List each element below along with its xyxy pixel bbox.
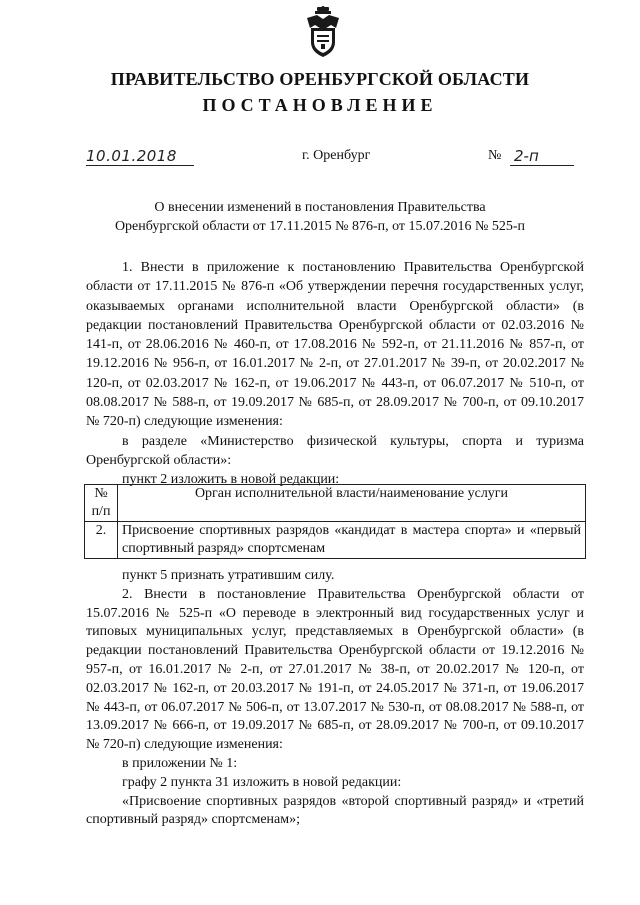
number-label: № xyxy=(488,148,502,163)
document-title xyxy=(80,198,560,236)
title-line-1: О внесении изменений в постановления Правительства xyxy=(154,200,486,215)
organization-name: ПРАВИТЕЛЬСТВО ОРЕНБУРГСКОЙ ОБЛАСТИ xyxy=(110,69,530,89)
table-cell: 2. xyxy=(85,522,118,559)
table-header-cell: Орган исполнительной власти/наименование услуги xyxy=(118,485,586,522)
paragraph: в приложении № 1: xyxy=(122,755,238,771)
services-table xyxy=(84,484,586,559)
paragraph: «Присвоение спортивных разрядов «второй спортивный разряд» и «третий спортивный разряд» спортсменам»; xyxy=(86,793,584,828)
paragraph: 1. Внести в приложение к постановлению Правительства Оренбургской области от 17.11.2015 № 876-п «Об утверждении перечня государственных услуг, оказываемых органами исполнительной власти Оренбургской области» (в редакции постановлений Правительства Оренбургской области от 02.03.2016 № 141-п, от 28.06.2016 № 460-п, от 17.08.2016 № 592-п, от 21.11.2016 № 857-п, от 19.12.2016 № 956-п, от 16.01.2017 № 2-п, от 27.01.2017 № 39-п, от 20.02.2017 № 120-п, от 02.03.2017 № 162-п, от 19.06.2017 № 443-п, от 06.07.2017 № 510-п, от 08.08.2017 № 588-п, от 19.09.2017 № 685-п, от 28.09.2017 № 700-п, от 09.10.2017 № 720-п) следующие изменения: xyxy=(86,260,584,430)
number-underline xyxy=(510,165,574,166)
table-cell: Присвоение спортивных разрядов «кандидат в мастера спорта» и «первый спортивный разряд» спортсменам xyxy=(118,522,586,559)
table-row xyxy=(85,522,586,559)
paragraph: графу 2 пункта 31 изложить в новой редакции: xyxy=(122,774,402,790)
coat-of-arms-icon xyxy=(303,6,343,58)
document-type: ПОСТАНОВЛЕНИЕ xyxy=(202,95,438,115)
section-2 xyxy=(86,567,584,830)
paragraph: в разделе «Министерство физической культуры, спорта и туризма Оренбургской области»: xyxy=(86,433,584,468)
paragraph: 2. Внести в постановление Правительства Оренбургской области от 15.07.2016 № 525-п «О переводе в электронный вид государственных услуг и типовых муниципальных услуг, представляемых в Оренбургской области» (в редакции постановлений Правительства Оренбургской области от 19.12.2016 № 957-п, от 16.01.2017 № 2-п, от 27.01.2017 № 38-п, от 20.02.2017 № 120-п, от 02.03.2017 № 162-п, от 20.03.2017 № 191-п, от 24.05.2017 № 371-п, от 19.06.2017 № 443-п, от 06.07.2017 № 506-п, от 13.07.2017 № 530-п, от 08.08.2017 № 588-п, от 13.09.2017 № 666-п, от 19.09.2017 № 685-п, от 28.09.2017 № 700-п, от 09.10.2017 № 720-п) следующие изменения: xyxy=(86,586,584,753)
table-header-row xyxy=(85,485,586,522)
document-number xyxy=(488,142,588,166)
date-underline xyxy=(86,165,194,166)
paragraph: пункт 5 признать утратившим силу. xyxy=(122,568,335,583)
title-line-2: Оренбургской области от 17.11.2015 № 876-п, от 15.07.2016 № 525-п xyxy=(114,219,526,234)
paragraph: пункт 2 изложить в новой редакции: xyxy=(122,472,340,488)
city: г. Оренбург xyxy=(302,148,371,163)
table-header-cell: № п/п xyxy=(85,485,118,522)
document-date xyxy=(86,142,196,166)
number-value: 2-п xyxy=(514,147,539,165)
date-value: 10.01.2018 xyxy=(86,147,177,165)
section-1 xyxy=(86,258,584,490)
